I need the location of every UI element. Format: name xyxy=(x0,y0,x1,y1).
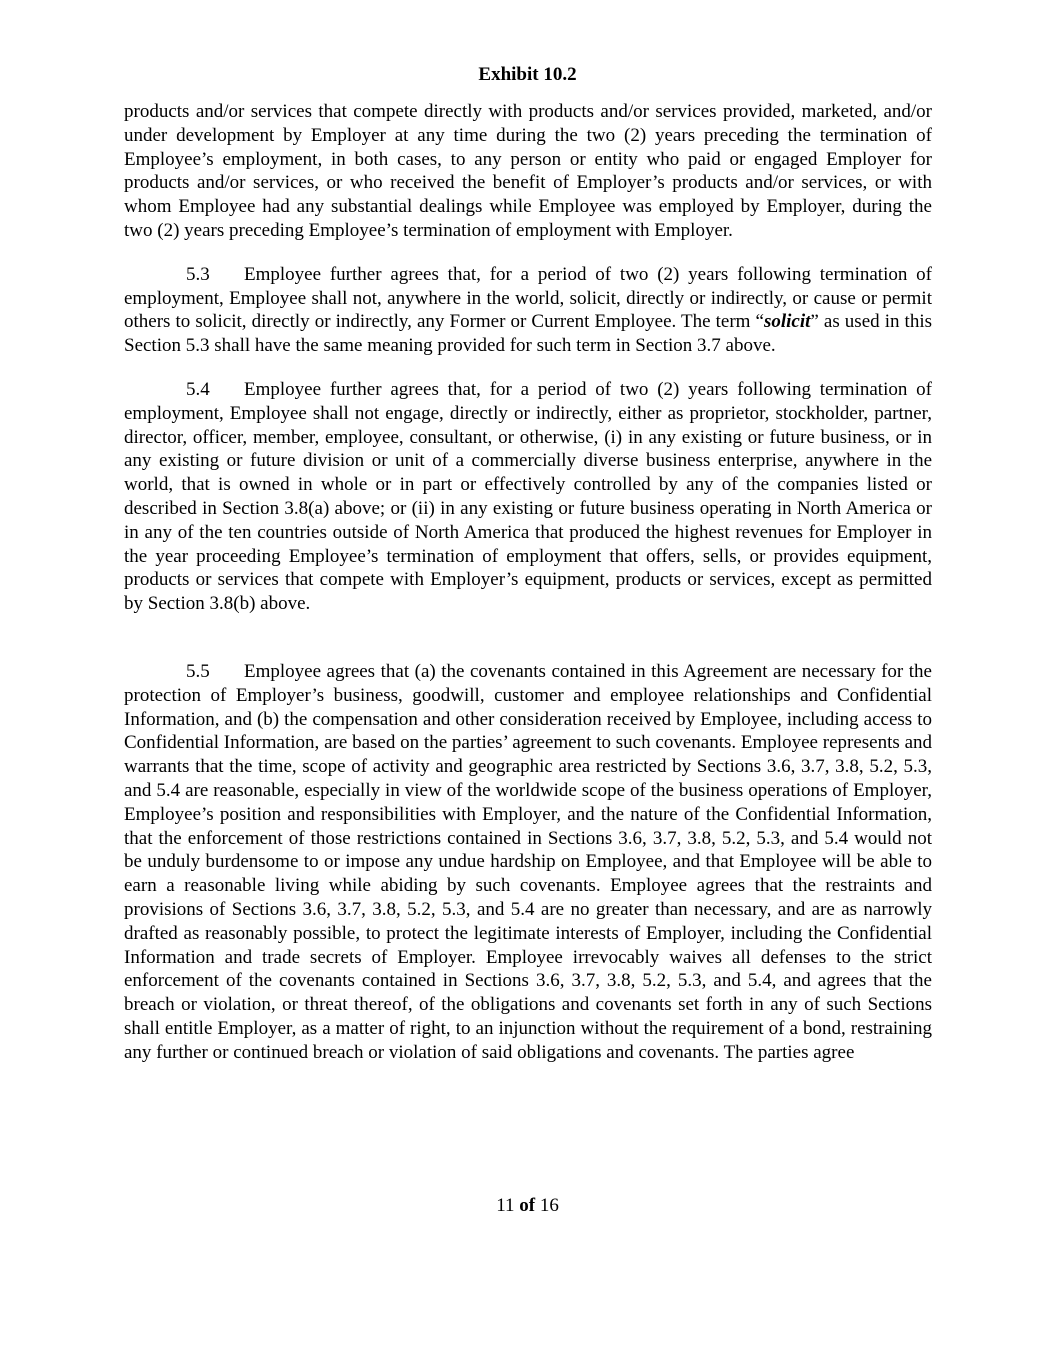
exhibit-label: Exhibit 10.2 xyxy=(478,64,577,85)
total-pages: 16 xyxy=(539,1195,559,1216)
section-text: Employee further agrees that, for a period of two (2) years following termination of employment, Employee shall not engage, directly or indirectly, either as proprietor, stockholder, partner, director, officer, member, employee, consultant, or otherwise, (i) in any existing or future business, or in any existing or future division or unit of a commercially diverse business enterprise, anywhere in the world, that is owned in whole or in part or effectively controlled by any of the companies listed or described in Section 3.8(a) above; or (ii) in any existing or future business operating in North America or in any of the ten countries outside of North America that produced the highest revenues for Employer in the year proceeding Employee’s termination of employment that offers, sells, or provides equipment, products or services that compete with Employer’s equipment, products or services, except as permitted by Section 3.8(b) above. xyxy=(124,378,932,615)
document-body xyxy=(124,100,932,1064)
section-text: Employee further agrees that, for a period of two (2) years following termination of employment, Employee shall not, anywhere in the world, solicit, directly or indirectly, or cause or permit others to solicit, directly or indirectly, any Former or Current Employee. The term “ xyxy=(124,263,932,333)
section-text: Employee agrees that (a) the covenants contained in this Agreement are necessary for the protection of Employer’s business, goodwill, customer and employee relationships and Confidential Information, and (b) the compensation and other consideration received by Employee, including access to Confidential Information, are based on the parties’ agreement to such covenants. Employee represents and warrants that the time, scope of activity and geographic area restricted by Sections 3.6, 3.7, 3.8, 5.2, 5.3, and 5.4 are reasonable, especially in view of the worldwide scope of the business operations of Employer, Employee’s position and responsibilities with Employer, and the nature of the Confidential Information, that the enforcement of those restrictions contained in Sections 3.6, 3.7, 3.8, 5.2, 5.3, and 5.4 would not be unduly burdensome to or impose any undue hardship on Employee, and that Employee will be able to earn a reasonable living while abiding by such covenants. Employee agrees that the restraints and provisions of Sections 3.6, 3.7, 3.8, 5.2, 5.3, and 5.4 are no greater than necessary, and are as narrowly drafted as reasonably possible, to protect the legitimate interests of Employer, including the Confidential Information and trade secrets of Employer. Employee irrevocably waives all defenses to the strict enforcement of the covenants contained in Sections 3.6, 3.7, 3.8, 5.2, 5.3, and 5.4, and agrees that the breach or violation, or threat thereof, of the obligations and covenants set forth in any of such Sections shall entitle Employer, as a matter of right, to an injunction without the requirement of a bond, restraining any further or continued breach or violation of said obligations and covenants. The parties agree xyxy=(124,660,932,1063)
section-number: 5.4 xyxy=(186,378,210,400)
page-number-footer xyxy=(0,1195,1055,1217)
section-5-3 xyxy=(124,263,932,358)
of-label: of xyxy=(519,1195,536,1216)
section-number: 5.3 xyxy=(186,263,210,285)
current-page: 11 xyxy=(496,1195,515,1216)
section-5-5 xyxy=(124,660,932,1065)
defined-term: solicit xyxy=(763,311,811,333)
continuation-paragraph: products and/or services that compete directly with products and/or services provided, marketed, and/or under development by Employer at any time during the two (2) years preceding the termination of Employee’s employment, in both cases, to any person or entity who paid or engaged Employer for products and/or services, or who received the benefit of Employer’s products and/or services, or with whom Employee had any substantial dealings while Employee was employed by Employer, during the two (2) years preceding Employee’s termination of employment with Employer. xyxy=(124,101,932,241)
section-text: ” as used in this Section 5.3 shall have the same meaning provided for such term in Section 3.7 above. xyxy=(124,311,932,357)
section-5-4 xyxy=(124,378,932,616)
section-number: 5.5 xyxy=(186,660,210,682)
